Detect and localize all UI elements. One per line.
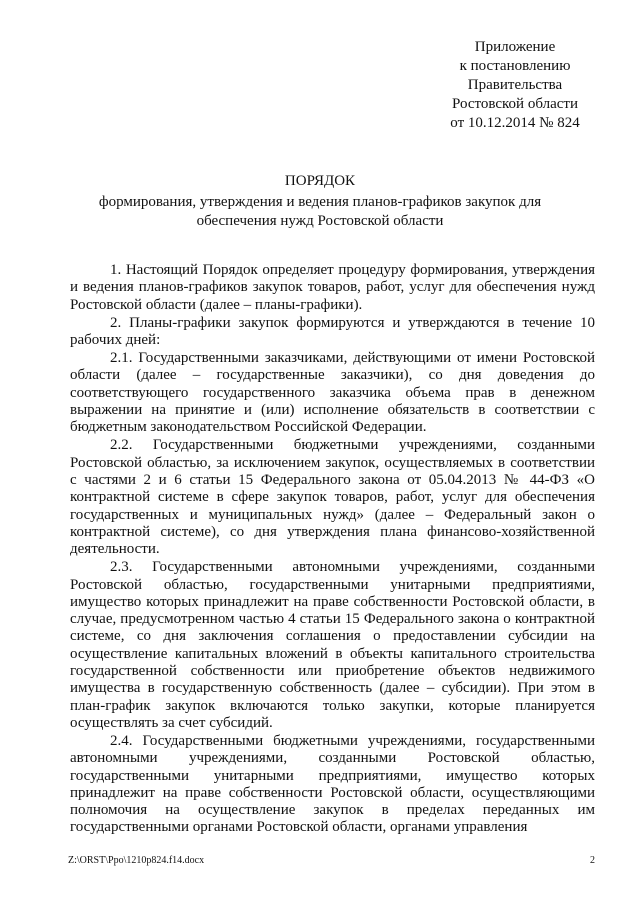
document-subtitle [60,193,580,231]
document-heading [60,172,580,231]
appendix-line: к постановлению [459,58,571,74]
paragraph: 2.2. Государственными бюджетными учреждениями, созданными Ростовской областью, за исключением закупок, осуществляемых в соответствии с частями 2 и 6 статьи 15 Федерального закона от 05.04.2013 № 44-ФЗ «О контрактной системе в сфере закупок товаров, работ, услуг для обеспечения государственных и муниципальных нужд» (далее – Федеральный закон о контрактной системе), со дня утверждения плана финансово-хозяйственной деятельности. [70,437,595,558]
paragraph: 2. Планы-графики закупок формируются и утверждаются в течение 10 рабочих дней: [70,314,595,348]
appendix-line: Приложение [474,39,556,55]
document-body [70,262,595,838]
document-title: ПОРЯДОК [284,173,356,189]
appendix-line: Правительства [467,77,563,93]
paragraph: 2.4. Государственными бюджетными учреждениями, государственными автономными учреждениями, созданными Ростовской областью, государственными унитарными предприятиями, имущество которых принадлежит на праве собственности Ростовской области, осуществляющими полномочия на осуществление закупок в пределах переданных им государственными органами Ростовской области, органами управления [70,733,595,836]
paragraph: 2.3. Государственными автономными учреждениями, созданными Ростовской областью, государственными унитарными предприятиями, имущество которых принадлежит на праве собственности Ростовской области, в случае, предусмотренном частью 4 статьи 15 Федерального закона о контрактной системе, со дня заключения соглашения о предоставлении субсидии на осуществление капитальных вложений в объекты капитального строительства государственной собственности или приобретение объектов недвижимого имущества в государственную собственность (далее – субсидии). При этом в план-график закупок включаются только закупки, которые планируется осуществлять за счет субсидий. [70,559,595,731]
appendix-block [400,38,630,133]
subtitle-line: обеспечения нужд Ростовской области [196,213,444,229]
subtitle-line: формирования, утверждения и ведения планов-графиков закупок для [98,194,542,210]
appendix-line: от 10.12.2014 № 824 [450,115,580,131]
appendix-line: Ростовской области [452,96,578,112]
page-number: 2 [590,855,595,866]
footer-file-path: Z:\ORST\Ppo\1210p824.f14.docx [68,855,205,866]
paragraph: 1. Настоящий Порядок определяет процедуру формирования, утверждения и ведения планов-графиков закупок товаров, работ, услуг для обеспечения нужд Ростовской области (далее – планы-графики). [70,262,595,313]
paragraph: 2.1. Государственными заказчиками, действующими от имени Ростовской области (далее – государственные заказчики), со дня доведения до соответствующего государственного заказчика объема прав в денежном выражении на принятие и (или) исполнение обязательств в соответствии с бюджетным законодательством Российской Федерации. [70,350,595,436]
